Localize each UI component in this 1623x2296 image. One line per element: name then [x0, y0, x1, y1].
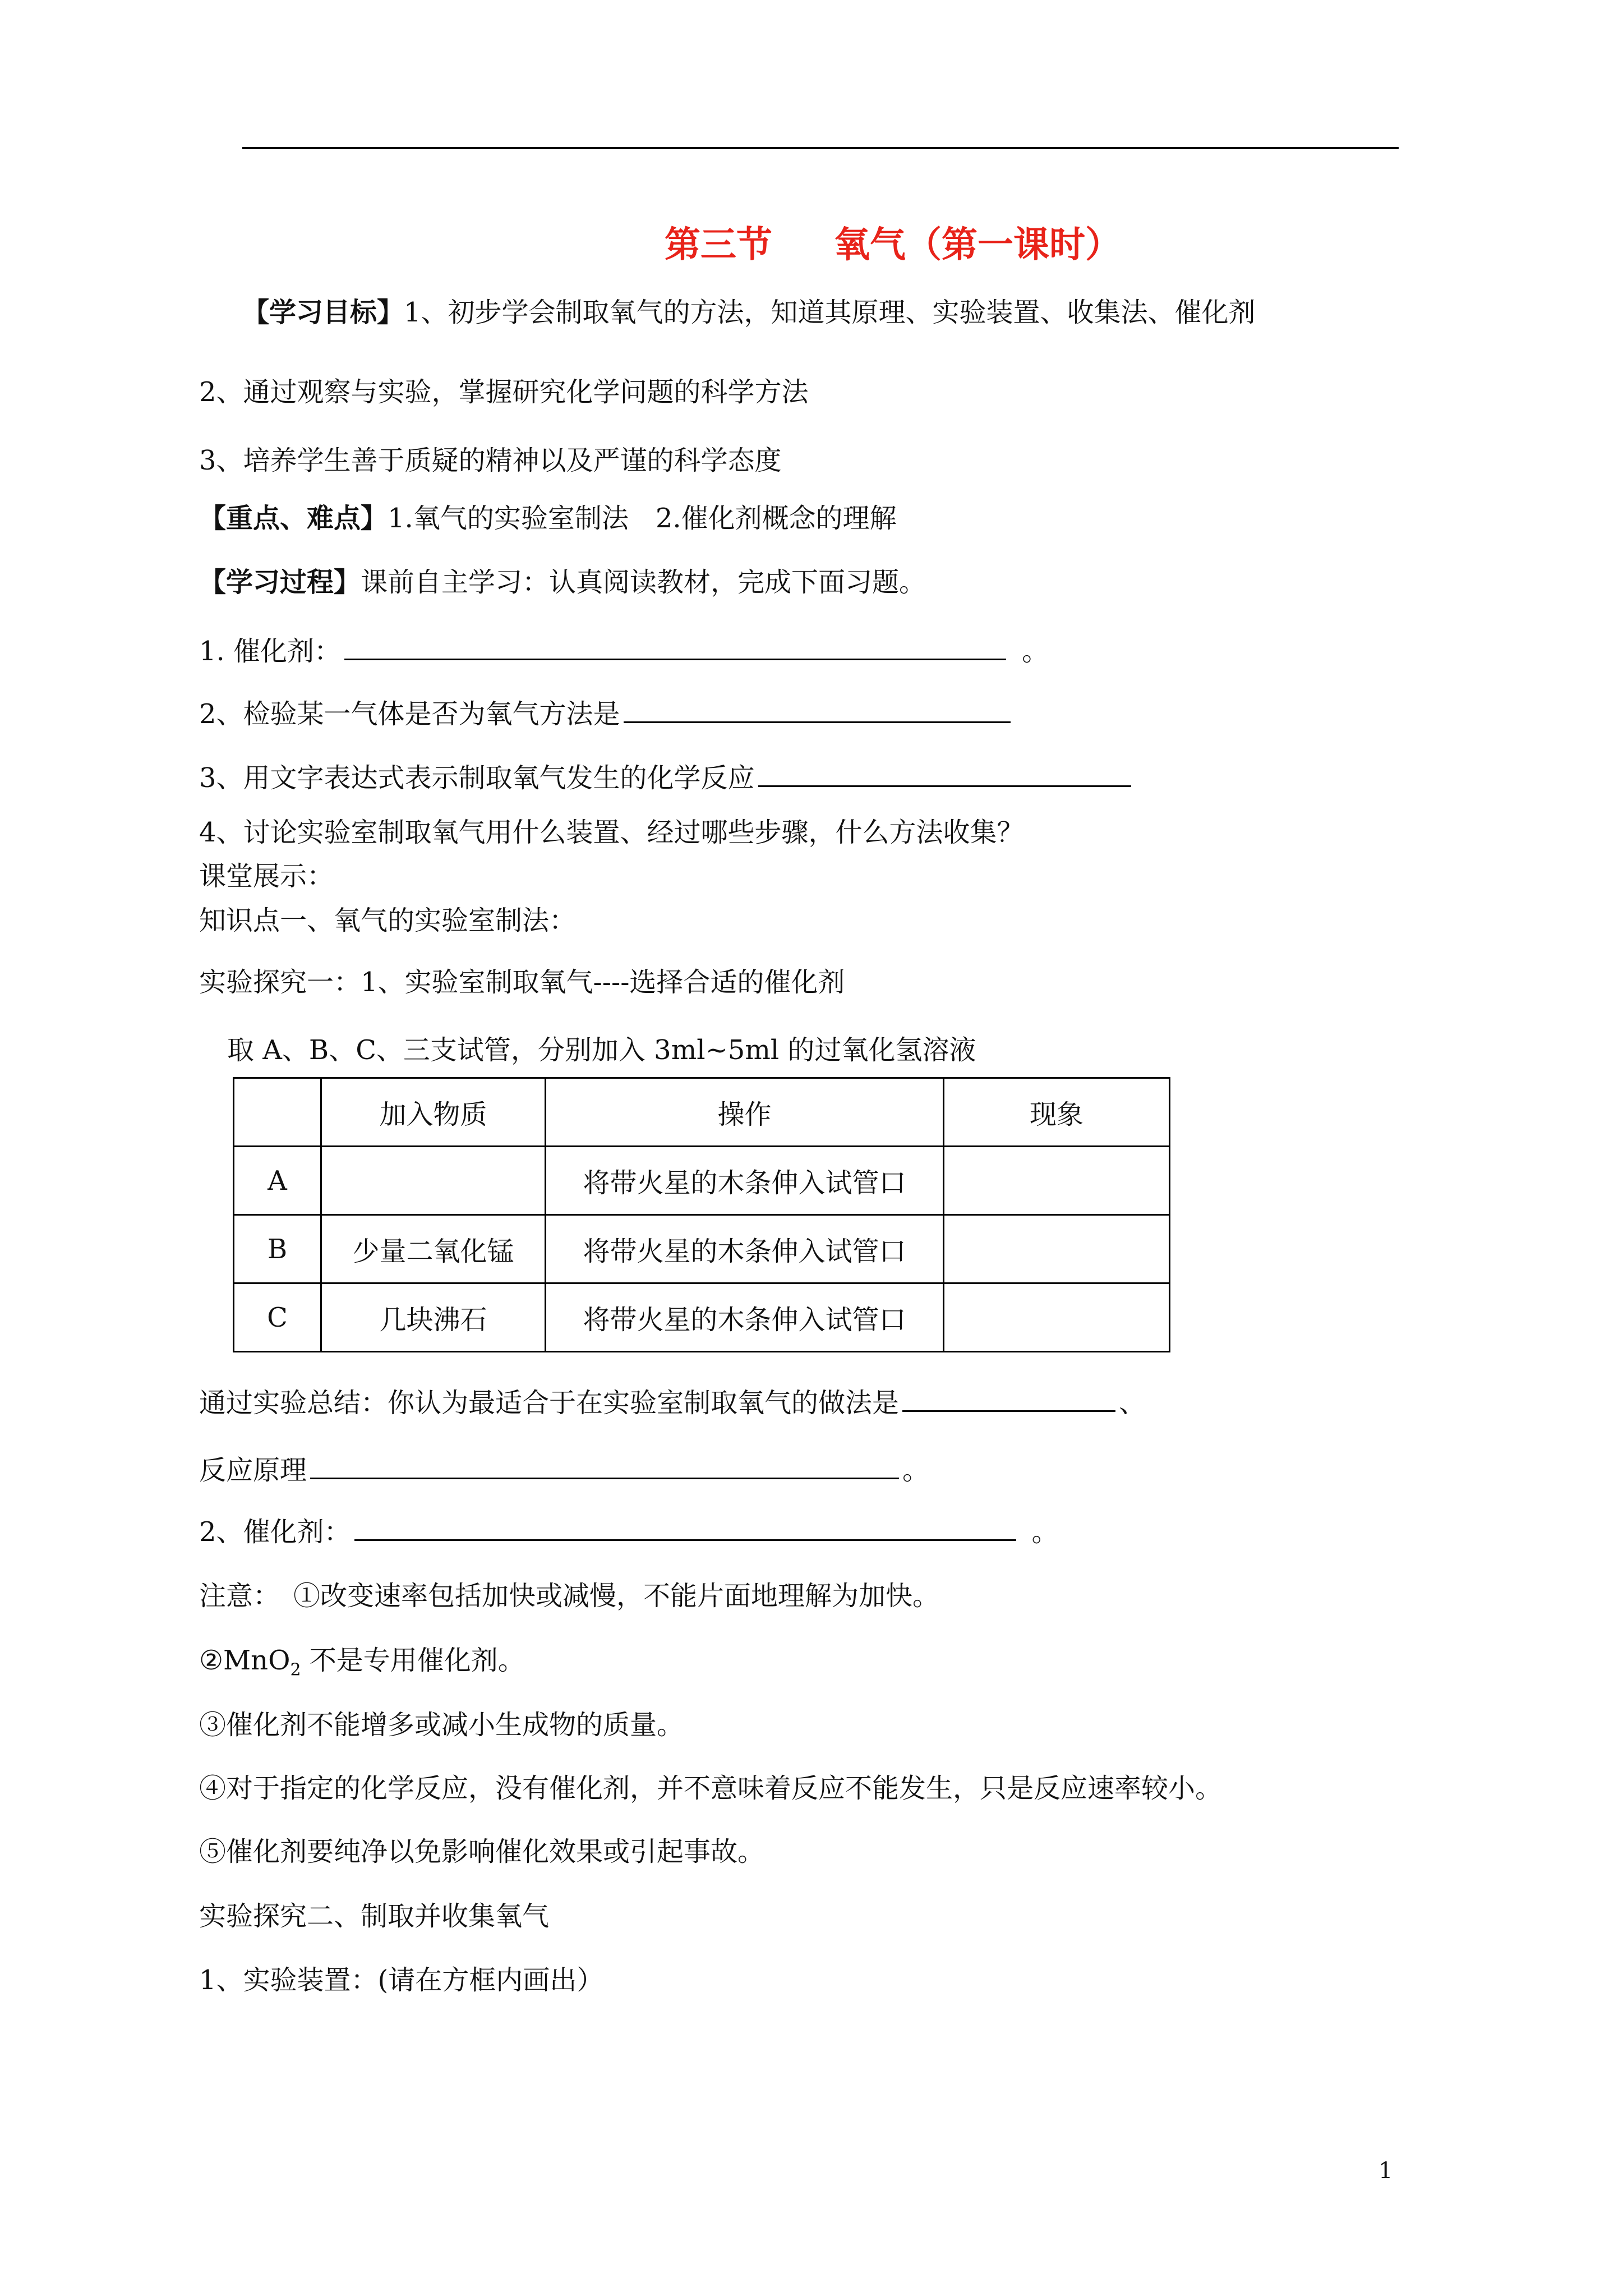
pre-question-1: [199, 634, 1049, 668]
experiment-summary: [199, 1386, 1146, 1420]
pre-question-2: [199, 697, 1014, 731]
table-cell[interactable]: [321, 1147, 546, 1215]
pre-question-1-end: 。: [1022, 636, 1049, 667]
title-topic: 氧气（第一课时）: [834, 224, 1121, 266]
process-text: 课前自主学习：认真阅读教材，完成下面习题。: [361, 567, 926, 598]
table-cell: B: [234, 1215, 321, 1283]
note-2-subscript: 2: [290, 1660, 301, 1680]
table-header-cell: [234, 1078, 321, 1147]
table-row: [234, 1283, 1170, 1352]
note-5: ⑤催化剂要纯净以免影响催化效果或引起事故。: [199, 1836, 765, 1867]
experiment-2-item-1: 1、实验装置：(请在方框内画出）: [199, 1964, 604, 1996]
note-2-suffix: 不是专用催化剂。: [301, 1645, 525, 1676]
objectives-label: 【学习目标】: [242, 297, 404, 328]
catalyst-end: 。: [1031, 1516, 1059, 1548]
answer-blank[interactable]: [758, 761, 1131, 787]
page-number: 1: [1378, 2158, 1393, 2184]
table-cell: C: [234, 1283, 321, 1352]
note-4: ④对于指定的化学反应，没有催化剂，并不意味着反应不能发生，只是反应速率较小。: [199, 1773, 1223, 1804]
knowledge-point-1: 知识点一、氧气的实验室制法：: [199, 905, 577, 936]
pre-question-2-text: 2、检验某一气体是否为氧气方法是: [199, 698, 620, 730]
key-points-text: 1.氧气的实验室制法 2.催化剂概念的理解: [388, 503, 897, 534]
note-1: 注意： ①改变速率包括加快或减慢，不能片面地理解为加快。: [199, 1580, 940, 1612]
reaction-principle: [199, 1453, 929, 1487]
answer-blank[interactable]: [310, 1453, 899, 1479]
title-section: 第三节: [665, 224, 772, 266]
answer-blank[interactable]: [902, 1386, 1115, 1412]
pre-question-3: [199, 761, 1135, 795]
table-cell: 将带火星的木条伸入试管口: [546, 1283, 944, 1352]
table-cell: 将带火星的木条伸入试管口: [546, 1147, 944, 1215]
experiment-1-heading: 实验探究一：1、实验室制取氧气----选择合适的催化剂: [199, 967, 845, 998]
summary-text: 通过实验总结：你认为最适合于在实验室制取氧气的做法是: [199, 1387, 900, 1419]
experiment-2-heading: 实验探究二、制取并收集氧气: [199, 1901, 550, 1932]
process-label: 【学习过程】: [199, 567, 361, 598]
summary-end: 、: [1119, 1387, 1146, 1419]
header-rule: [242, 147, 1399, 149]
table-cell: 几块沸石: [321, 1283, 546, 1352]
table-header-cell: 现象: [944, 1078, 1170, 1147]
table-row: [234, 1215, 1170, 1283]
objective-2: 2、通过观察与实验，掌握研究化学问题的科学方法: [199, 376, 809, 408]
note-3: ③催化剂不能增多或减小生成物的质量。: [199, 1709, 684, 1741]
table-cell: 少量二氧化锰: [321, 1215, 546, 1283]
experiment-table: [233, 1077, 1170, 1352]
principle-end: 。: [902, 1455, 930, 1486]
page-title: [665, 223, 1121, 268]
table-cell[interactable]: [944, 1147, 1170, 1215]
table-header-cell: 加入物质: [321, 1078, 546, 1147]
objective-3: 3、培养学生善于质疑的精神以及严谨的科学态度: [199, 445, 782, 476]
table-cell[interactable]: [944, 1215, 1170, 1283]
table-cell: 将带火星的木条伸入试管口: [546, 1215, 944, 1283]
experiment-1-intro: 取 A、B、C、三支试管，分别加入 3ml~5ml 的过氧化氢溶液: [227, 1034, 976, 1066]
table-header-row: [234, 1078, 1170, 1147]
answer-blank[interactable]: [344, 634, 1006, 660]
pre-question-4: 4、讨论实验室制取氧气用什么装置、经过哪些步骤，什么方法收集？: [199, 817, 1024, 848]
class-show-label: 课堂展示：: [199, 861, 334, 892]
objective-1: 1、初步学会制取氧气的方法，知道其原理、实验装置、收集法、催化剂: [404, 297, 1256, 328]
key-points-label: 【重点、难点】: [199, 503, 388, 534]
objectives-line-1: [242, 296, 1256, 329]
pre-question-3-text: 3、用文字表达式表示制取氧气发生的化学反应: [199, 762, 755, 794]
learning-process: [199, 565, 926, 599]
answer-blank[interactable]: [354, 1515, 1016, 1541]
answer-blank[interactable]: [624, 697, 1011, 723]
note-2-prefix: ②MnO: [199, 1645, 291, 1676]
pre-question-1-text: 1. 催化剂：: [199, 636, 342, 667]
table-cell[interactable]: [944, 1283, 1170, 1352]
table-cell: A: [234, 1147, 321, 1215]
table-header-cell: 操作: [546, 1078, 944, 1147]
catalyst-definition: [199, 1515, 1059, 1549]
key-points: [199, 501, 897, 535]
principle-text: 反应原理: [199, 1455, 307, 1486]
note-2: [199, 1644, 525, 1687]
table-row: [234, 1147, 1170, 1215]
catalyst-text: 2、催化剂：: [199, 1516, 351, 1548]
